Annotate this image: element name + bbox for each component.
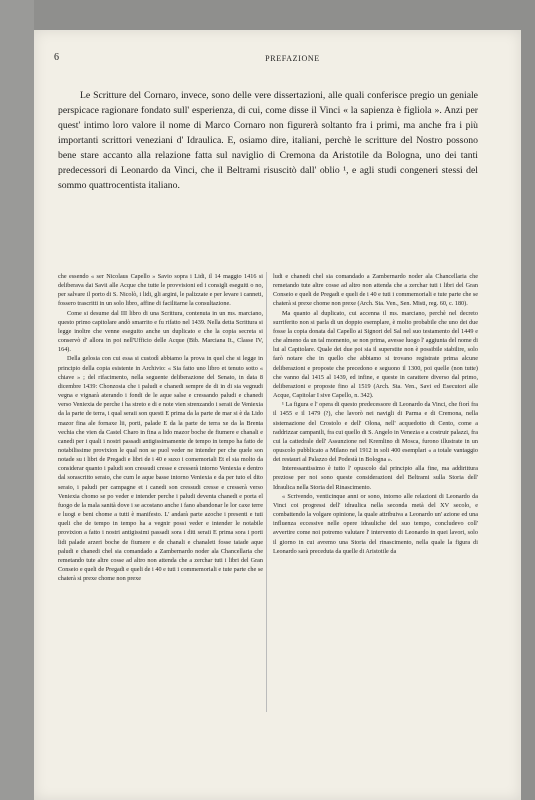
page-number: 6 — [54, 52, 59, 63]
intro-paragraph: Le Scritture del Cornaro, invece, sono delle vere dissertazioni, alle quali conferisce pregio un geniale perspicace ragionare fondato sull' esperienza, di cui, come disse il Vinci « la sapienza è figliola ». Anzi per quest' intimo loro valore il nome di Marco Cornaro non figurerà soltanto fra i primi, ma anche fra i più importanti scrittori veneziani d' Idraulica. E, osiamo dire, italiani, perchè le scritture del Nostro possono bene stare accanto alla relazione fatta sul naviglio di Cremona da Aristotile da Bologna, uno dei tanti predecessori di Leonardo da Vinci, che il Beltrami risuscitò dall' oblio ¹, e agli studi congeneri stessi del sommo quattrocentista italiano. — [58, 90, 478, 191]
footnote-paragraph: che essendo « ser Nicolaus Capello » Savio sopra i Lidi, il 14 maggio 1416 si deliberava dai Savii alle Acque che tutte le provvisioni ed i consigli eseguiti o no, per salvare il porto di S. Nicolò, i lidi, gli argini, le palizzate e per levare i canneti, fossero trascritti in un solo libro, affine di facilitarne la consultazione. — [58, 273, 263, 308]
footnote-paragraph: Della gelosia con cui essa si custodì abbiamo la prova in quel che si legge in principio della copia esistente in Archivio: « Sia fatto uno libro et tenuto sotto « chiave » ; del rifacimento, nella seguente deliberazione del Senato, in data 8 dicembre 1439: Chonzosia che i paludi e chanedi sempre de di in di sia vegnudi vegna e vignarà aterando i fondi de le aque salse e cressando paludi e chanedi verso Veniexia de perche i ha streto e di e note vien strenzando i seraii de Veniexia da la parte de terra, i qual seraii son questi E prima da la parte de mar si è da Lido mazor fina ale fornaxe lii, porti, palade E da la parte de terra xe da la Brenta vechia che vien da Castel Charo in fina a lido mazor boche de fiumere e chanali e canedi per i quali i nostri passadi antigissimamente de tempo in tempo ha fatto de notabilissime provixion le qual non se puol veder ne intender per che quele son notade su i libri de Pregadi e libri de i 40 e suxo i comemoriali Et el sia molto da considerar quanto i paludi son cressudi cresse e cresserà intorno Veniexia e dentro dal sorascritto seraio, che cum le aque basse intorno Veniexia e da per tuto el dito seraio, i paludi per campagne et i canedi son cressudi cresse e cresserà verso Veniexia chomo se po veder e intender perche i paludi deventa chanedi e porta el fuogo de la mala sanità dove i se acostano anche i fano abandonar le lor caxe terre e luogi e beni chome a tutti è manifesto. L' andarà parte azoche i presenti e tuti queli che de tempo in tempo ha a vegnir possi veder e intender le notabile provixion a fatto i nostri antigissimi passadi sora i diti seraii E prima sora i porti lidi palade arzeri boche de fiumere e de chanali e chanaleti fosse taiade aque paludi e chanedi chel sia comandado a Zambernardo noder ala Chancellaria che remetando tute altre cosse ad altro non attenda che a zerchar tuti i libri del Gran Conseio e queli de Pregadi e queli de i 40 e tuti i commemoriali e tute parte che se chaterà si prexe chome non prexe — [58, 355, 263, 583]
footnote-paragraph: « Scrivendo, venticinque anni or sono, intorno alle relazioni di Leonardo da Vinci coi progressi dell' idraulica nella seconda metà del XV secolo, e combattendo la volgare opinione, la quale attribuiva a Leonardo un' azione ed una influenza eccessive nelle opere idrauliche del suo tempo, concludevo coll' avvertire come noi potremo valutare l' intervento di Leonardo in quei lavori, solo il giorno in cui avremo una Storia del rinascimento, nella quale la figura di Leonardo sarà preceduta da quelle di Aristotile da — [273, 492, 478, 555]
main-text — [58, 88, 478, 193]
footnote-column-right — [273, 272, 478, 583]
scan-margin — [0, 0, 34, 800]
footnote-columns — [58, 272, 478, 583]
page-header — [0, 52, 535, 66]
footnote-paragraph: Ma quanto al duplicato, cui accenna il ms. marciano, perchè nel decreto surriferito non si parla di un doppio esemplare, è molto probabile che uno dei due fosse la copia donata dal Capello ai Signori del Sal nel suo testamento del 1449 e che almeno da un tal momento, se non prima, avesse luogo l' aggiunta del nome di lui al Capitolare. Quale dei due poi sia il superstite non è possibile stabilire, solo farò notare che in quello che abbiamo si trovano registrate prima alcune deliberazioni e proposte che precedono e seguono il 1300, poi quelle (non tutte) che vanno dal 1415 al 1439, ed infine, e queste in carattere diverso dal primo, deliberazioni e proposte fino al 1519 (Arch. Sta. Ven., Savi ed Esecutori alle Acque, Capitolar I sive Capello, n. 342). — [273, 309, 478, 400]
footnote-column-left — [58, 272, 263, 583]
footnote-paragraph: Interessantissimo è tutto l' opuscolo dal principio alla fine, ma addirittura preziose per noi sono queste considerazioni del Beltrami sulla Storia dell' Idraulica nella Storia del Rinascimento. — [273, 465, 478, 491]
footnote-paragraph: ¹ La figura e l' opera di questo predecessore di Leonardo da Vinci, che fiorì fra il 1455 e il 1479 (?), che lavorò nei navigli di Parma e di Cremona, nella sistemazione del Crostolo e dell' Olona, nell' acquedotto di Cento, come a raddrizzar campanili, fra cui quello di S. Angelo in Venezia e a costruir palazzi, fra cui la cattedrale dell' Assunzione nel Kremlino di Mosca, furono illustrate in un opuscolo pubblicato a Milano nel 1912 in soli 400 esemplari « a totale vantaggio dei restauri al Palazzo del Podestà in Bologna ». — [273, 401, 478, 464]
footnote-paragraph: ludi e chanedi chel sia comandado a Zambernardo noder ala Chancellaria che remetando tute altre cosse ad altro non attenda che a zerchar tuti i libri del Gran Conseio e queli de Pregadi e queli de i 40 e tuti i commemoriali e tute parte che se chaterà si prexe chome non prexe (Arch. Sta. Ven., Sen. Misti, reg. 60, c. 180). — [273, 273, 478, 308]
running-title: PREFAZIONE — [265, 54, 320, 63]
footnote-paragraph: Come si desume dal III libro di una Scrittura, contenuta in un ms. marciano, questo primo capitolare andò smarrito e fu rifatto nel 1439. Nella detta Scrittura si legge inoltre che venne eseguito anche un duplicato e che la copia secreta si conservò d' allora in poi nell'Ufficio delle Acque (Bib. Marciana It., Classe IV, 164). — [58, 309, 263, 354]
